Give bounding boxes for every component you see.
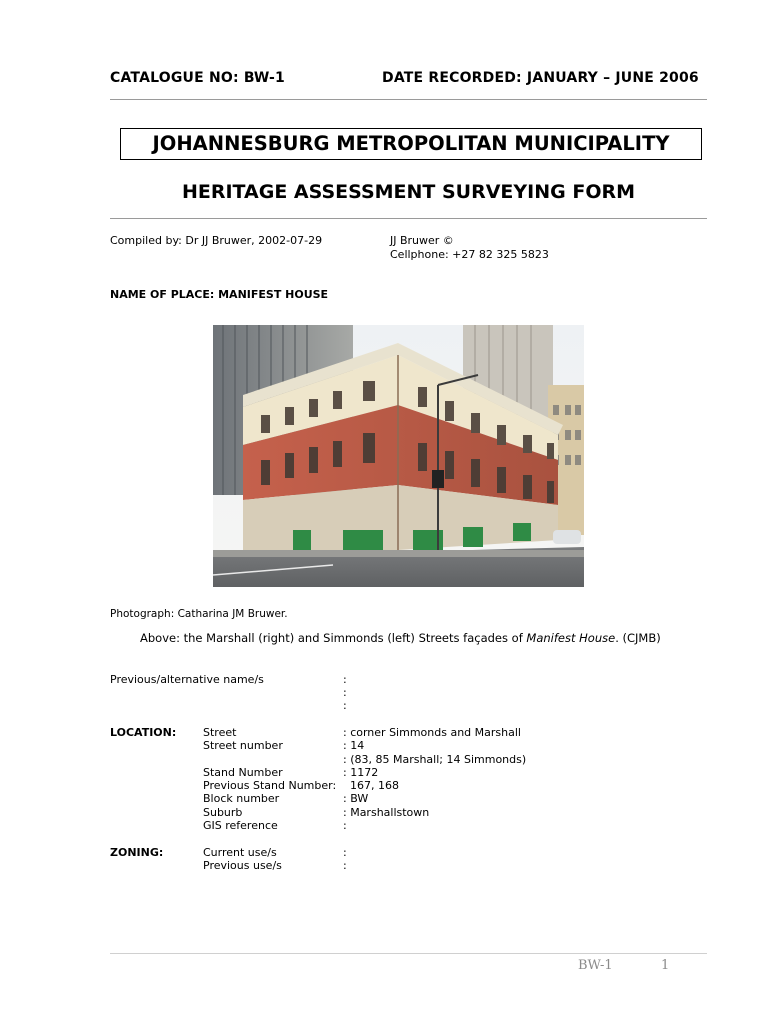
location-row-previous-stand [203,779,526,792]
zoning-heading: ZONING: [110,846,164,859]
page-title: JOHANNESBURG METROPOLITAN MUNICIPALITY [120,128,702,160]
field-label: Street [203,726,237,739]
field-label: Street number [203,739,283,753]
field-label: Block number [203,792,280,806]
photo-credit: Photograph: Catharina JM Bruwer. [110,608,288,620]
form-subtitle: HERITAGE ASSESSMENT SURVEYING FORM [181,181,636,203]
title-divider [110,218,707,219]
zoning-row-previous-use [203,859,347,872]
previous-names-colon-3: : [343,699,347,712]
previous-names-colon-1: : [343,673,347,686]
building-photo-illustration [213,325,584,587]
field-value: : [343,819,347,833]
footer-divider [110,953,707,954]
caption-text: Above: the Marshall (right) and Simmonds (left) Streets façades of [140,631,527,645]
location-row-street-number [203,739,526,752]
field-value: : 1172 [343,765,379,779]
zoning-table [203,846,347,873]
field-value: : [343,859,347,873]
location-row-street [203,726,526,739]
location-row-suburb [203,806,526,819]
caption-credit: . (CJMB) [615,631,661,645]
building-photograph [213,325,584,587]
field-value: : (83, 85 Marshall; 14 Simmonds) [343,752,527,766]
catalogue-number: CATALOGUE NO: BW-1 [110,70,285,86]
author-cellphone: Cellphone: +27 82 325 5823 [390,248,549,261]
field-value: : corner Simmonds and Marshall [343,726,521,739]
field-value: : 14 [343,739,365,753]
field-label: Suburb [203,805,243,819]
header-divider [110,99,707,100]
photo-caption [140,631,661,645]
place-name: NAME OF PLACE: MANIFEST HOUSE [110,288,329,301]
field-label: Current use/s [203,846,277,859]
location-table [203,726,526,832]
caption-building-name: Manifest House [526,631,616,645]
field-value: : BW [343,792,369,806]
zoning-row-current-use [203,846,347,859]
previous-names-label: Previous/alternative name/s [110,673,264,686]
footer-catalogue-code: BW-1 [578,958,613,973]
compiled-by: Compiled by: Dr JJ Bruwer, 2002-07-29 [110,234,323,247]
field-label: Previous use/s [203,859,282,873]
page-number: 1 [661,958,670,973]
author-copyright: JJ Bruwer © [390,234,454,247]
field-value: 167, 168 [350,779,399,793]
location-row-block-number [203,792,526,805]
field-label: Stand Number [203,765,283,779]
location-heading: LOCATION: [110,726,177,739]
location-row-stand-number [203,766,526,779]
field-value: : Marshallstown [343,805,430,819]
field-label: GIS reference [203,819,278,833]
date-recorded: DATE RECORDED: JANUARY – JUNE 2006 [382,70,699,86]
field-label: Previous Stand Number: [203,779,337,793]
location-row-gis [203,819,526,832]
location-row-street-number-extra [203,753,526,766]
previous-names-colon-2: : [343,686,347,699]
field-value: : [343,846,347,859]
